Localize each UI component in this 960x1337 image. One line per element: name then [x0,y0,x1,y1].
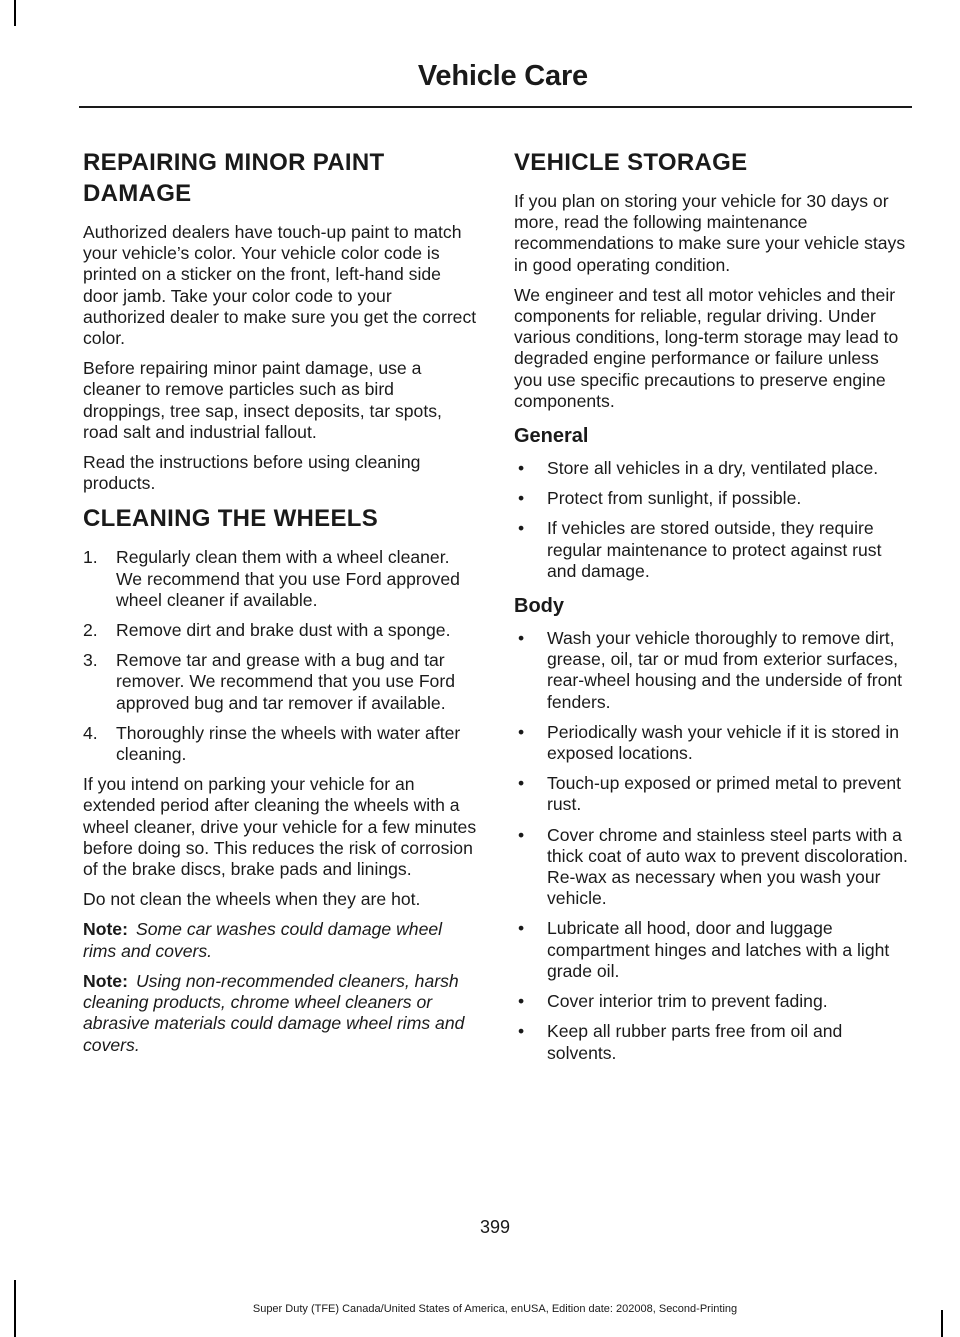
paragraph: If you intend on parking your vehicle for an extended period after cleaning the wheels with a wheel cleaner, drive your vehicle for a few minutes before doing so. This reduces the risk of corrosion of the brake discs, brake pads and linings. [83,774,477,880]
crop-mark-top-left [14,0,16,26]
bullet-icon: • [518,518,525,539]
cleaning-steps-list [83,547,478,765]
page-number: 399 [479,1217,511,1237]
list-item [514,991,909,1012]
bullet-icon: • [518,458,525,479]
bullet-text: If vehicles are stored outside, they require regular maintenance to protect against rust and damage. [547,518,882,581]
note-label: Note: [83,919,128,940]
paragraph: Before repairing minor paint damage, use a cleaner to remove particles such as bird droppings, tree sap, insect deposits, tar spots, road salt and industrial fallout. [83,358,442,442]
bullet-text: Touch-up exposed or primed metal to prevent rust. [547,773,902,815]
list-item [514,458,909,479]
bullet-text: Protect from sunlight, if possible. [547,488,802,509]
list-item [83,650,478,714]
section-heading-cleaning-wheels: CLEANING THE WHEELS [83,505,379,533]
list-item [514,488,909,509]
left-column [83,147,478,1065]
header-rule [79,106,912,108]
list-item [514,628,909,713]
note [83,971,478,1056]
bullet-text: Keep all rubber parts free from oil and solvents. [547,1021,843,1063]
step-number: 4. [83,722,98,743]
bullet-icon: • [518,773,525,794]
heading-line-2: DAMAGE [83,180,192,207]
list-item [514,1021,909,1063]
subheading-body: Body [514,595,564,618]
paragraph: Do not clean the wheels when they are hot. [83,889,421,910]
list-item [514,518,909,582]
general-bullet-list [514,458,909,582]
step-text: Remove dirt and brake dust with a sponge. [116,620,451,641]
step-text: Remove tar and grease with a bug and tar remover. We recommend that you use Ford approved bug and tar remover if available. [116,650,455,713]
list-item [514,918,909,982]
page-header-title: Vehicle Care [417,60,588,92]
list-item [514,825,909,910]
list-item [83,620,478,641]
right-column [514,147,909,1073]
bullet-text: Cover chrome and stainless steel parts with a thick coat of auto wax to prevent discoloration. Re-wax as necessary when you wash your vehicle. [547,824,908,909]
bullet-icon: • [518,991,525,1012]
bullet-text: Periodically wash your vehicle if it is stored in exposed locations. [547,721,900,764]
note-label: Note: [83,970,128,991]
list-item [83,547,478,611]
bullet-text: Lubricate all hood, door and luggage compartment hinges and latches with a light grade oil. [547,918,890,981]
footer-edition-text: Super Duty (TFE) Canada/United States of America, enUSA, Edition date: 202008, Second-Printing [252,1303,738,1315]
bullet-icon: • [518,488,525,509]
paragraph: Read the instructions before using cleaning products. [83,452,421,494]
note [83,919,478,961]
subheading-general: General [514,425,589,448]
paragraph: If you plan on storing your vehicle for 30 days or more, read the following maintenance recommendations to make sure your vehicle stays in good operating condition. [514,191,906,275]
bullet-icon: • [518,721,525,742]
section-heading-repairing-paint [83,147,478,209]
section-repairing-paint [83,147,478,494]
bullet-icon: • [518,1021,525,1042]
bullet-icon: • [518,628,525,649]
paragraph: We engineer and test all motor vehicles and their components for reliable, regular driving. Under various conditions, long-term storage may lead to degraded engine performance or failure unless you use specific precautions to preserve engine components. [514,284,899,411]
bullet-text: Store all vehicles in a dry, ventilated place. [547,458,879,479]
bullet-icon: • [518,824,525,845]
note-text: Some car washes could damage wheel rims and covers. [83,919,443,961]
bullet-text: Wash your vehicle thoroughly to remove dirt, grease, oil, tar or mud from exterior surfaces, rear-wheel housing and the underside of front fenders. [547,628,903,712]
body-bullet-list [514,628,909,1064]
note-text: Using non-recommended cleaners, harsh cleaning products, chrome wheel cleaners or abrasive materials could damage wheel rims and covers. [83,970,465,1055]
step-text: Thoroughly rinse the wheels with water after cleaning. [116,722,461,765]
step-number: 1. [83,547,98,568]
list-item [83,723,478,765]
list-item [514,722,909,764]
step-number: 2. [83,620,98,641]
bullet-text: Cover interior trim to prevent fading. [547,991,828,1012]
step-text: Regularly clean them with a wheel cleaner. We recommend that you use Ford approved wheel cleaner if available. [116,547,460,610]
bullet-icon: • [518,918,525,939]
paragraph: Authorized dealers have touch-up paint to match your vehicle’s color. Your vehicle color code is printed on a sticker on the front, left-hand side door jamb. Take your color code to your authorized dealer to make sure you get the correct color. [83,222,477,349]
step-number: 3. [83,650,98,671]
list-item [514,773,909,815]
section-cleaning-wheels [83,503,478,1055]
heading-line-1: REPAIRING MINOR PAINT [83,149,385,176]
section-heading-vehicle-storage: VEHICLE STORAGE [514,149,748,176]
